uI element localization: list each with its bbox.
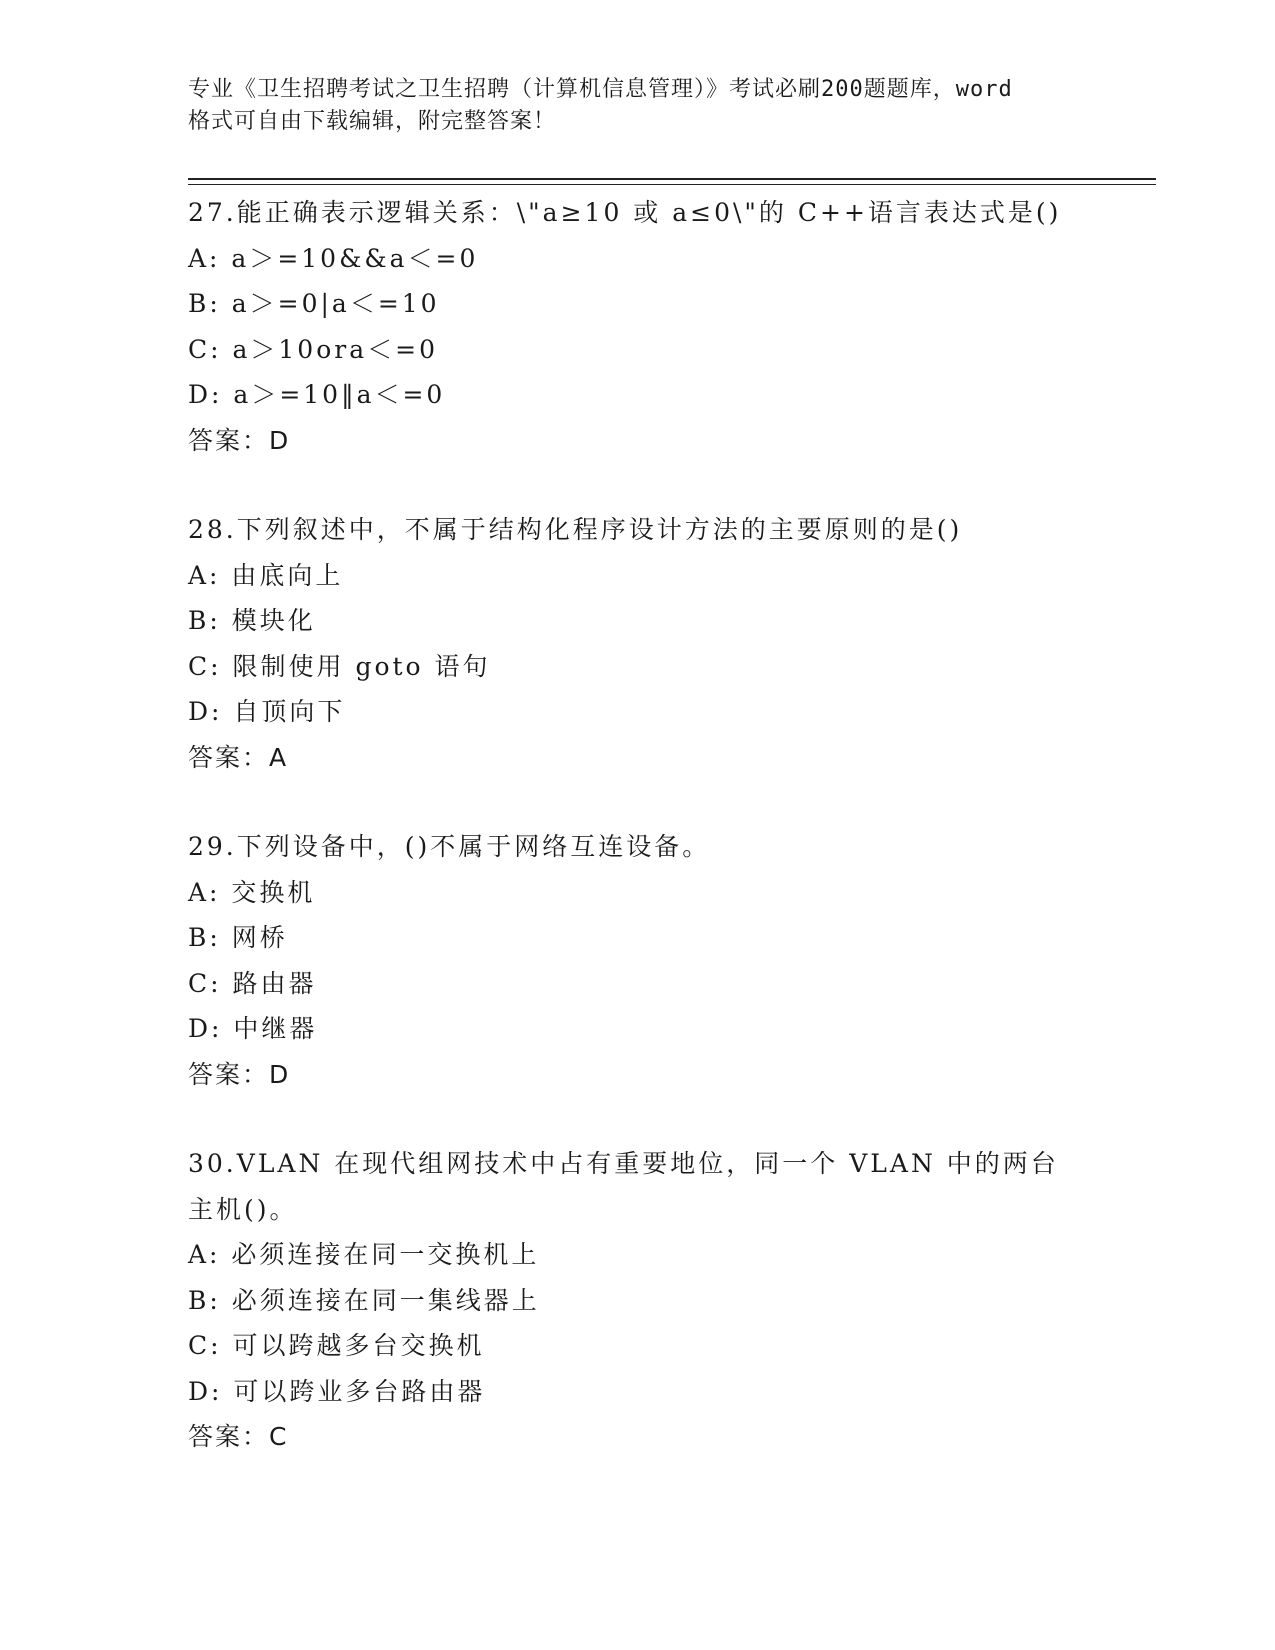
option-a: A: a＞=10&&a＜=0 — [188, 243, 479, 273]
option-d: D: a＞=10‖a＜=0 — [188, 380, 446, 409]
question-30 — [188, 1141, 1148, 1460]
option-b: B: 网桥 — [188, 923, 288, 952]
question-stem: 28.下列叙述中，不属于结构化程序设计方法的主要原则的是() — [188, 515, 963, 544]
document-header — [188, 74, 1088, 138]
question-list — [188, 190, 1148, 1504]
option-b: B: 必须连接在同一集线器上 — [188, 1285, 540, 1315]
question-28 — [188, 507, 1148, 780]
answer-label: 答案：A — [188, 742, 289, 772]
option-c: C: 限制使用 goto 语句 — [188, 651, 491, 681]
question-stem: 29.下列设备中，()不属于网络互连设备。 — [188, 832, 711, 861]
option-c: C: 路由器 — [188, 968, 317, 998]
question-27 — [188, 190, 1148, 463]
question-stem: 30.VLAN 在现代组网技术中占有重要地位，同一个 VLAN 中的两台主机()。 — [188, 1149, 1059, 1224]
header-line-1: 专业《卫生招聘考试之卫生招聘（计算机信息管理）》考试必刷200题题库，word — [188, 77, 1013, 102]
option-a: A: 交换机 — [188, 877, 316, 907]
option-d: D: 中继器 — [188, 1014, 318, 1043]
answer-label: 答案：D — [188, 1059, 291, 1089]
answer-label: 答案：D — [188, 425, 291, 455]
option-a: A: 由底向上 — [188, 560, 344, 590]
option-d: D: 可以跨业多台路由器 — [188, 1376, 486, 1406]
option-c: C: 可以跨越多台交换机 — [188, 1331, 485, 1360]
option-d: D: 自顶向下 — [188, 697, 346, 726]
option-c: C: a＞10ora＜=0 — [188, 334, 438, 364]
header-divider-thick — [188, 178, 1156, 180]
header-line-2: 格式可自由下载编辑，附完整答案！ — [188, 109, 557, 134]
question-stem: 27.能正确表示逻辑关系：\"a≥10 或 a≤0\"的 C++语言表达式是() — [188, 198, 1062, 227]
answer-label: 答案：C — [188, 1422, 289, 1451]
header-divider-thin — [188, 184, 1156, 185]
option-b: B: 模块化 — [188, 606, 316, 635]
question-29 — [188, 824, 1148, 1097]
option-b: B: a＞=0|a＜=10 — [188, 289, 440, 318]
option-a: A: 必须连接在同一交换机上 — [188, 1240, 540, 1269]
